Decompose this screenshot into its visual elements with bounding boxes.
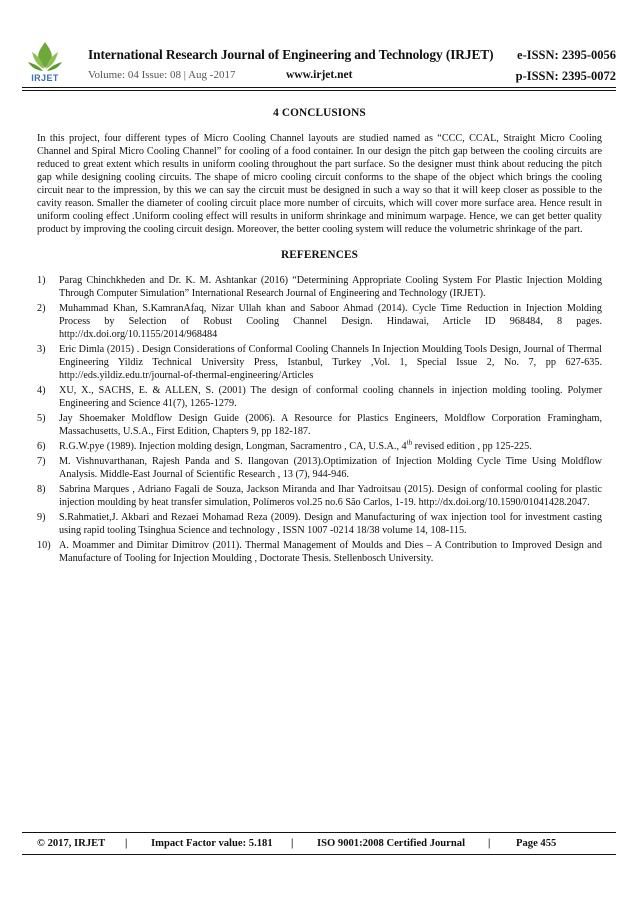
reference-item [37,274,602,300]
references-heading: REFERENCES [281,249,358,261]
reference-text: R.G.W.pye (1989). Injection molding design, Longman, Sacramentro , CA, U.S.A., 4 [59,441,407,452]
reference-text: Muhammad Khan, S.KamranAfaq, Nizar Ullah khan and Saboor Ahmad (2014). Cycle Time Reduction in Injection Molding Process by Selection of Robust Cooling Channel Design. Hindawai, Article ID 968484, 8 pages. http://dx.doi.org/10.1155/2014/968484 [59,303,602,340]
reference-number: 4) [37,385,46,396]
reference-text: Jay Shoemaker Moldflow Design Guide (2006). A Resource for Plastics Engineers, Moldflow Corporation Framingham, Massachusetts, U.S.A., First Edition, Chapters 9, pp 182-187. [59,413,602,437]
footer-separator: | [488,838,491,849]
references-list [37,274,602,565]
reference-text: Sabrina Marques , Adriano Fagali de Souza, Jackson Miranda and Ihar Yadroitsau (2015). Design of conformal cooling for plastic injection moulding by heat transfer simulation, Polímeros vol.25 no.6 São Carlos, 1-19. http://dx.doi.org/10.1590/01041428.2047. [59,484,602,508]
footer-separator: | [291,838,294,849]
e-issn: e-ISSN: 2395-0056 [517,48,616,62]
footer-rule-top [22,832,616,833]
reference-number: 1) [37,275,46,286]
reference-text: A. Moammer and Dimitar Dimitrov (2011). Thermal Management of Moulds and Dies – A Contribution to Improved Design and Manufacture of Tooling for Injection Moulding , Doctorate Thesis. Stellenbosch University. [59,540,602,564]
reference-text: S.Rahmatiet,J. Akbari and Rezaei Mohamad Reza (2009). Design and Manufacturing of wax injection tool for investment casting using rapid tooling Tsinghua Science and technology , ISSN 1007 -0214 18/38 volume 14, 108-115. [59,512,602,536]
p-issn: p-ISSN: 2395-0072 [515,69,616,83]
volume-info: Volume: 04 Issue: 08 | Aug -2017 [88,69,236,81]
reference-item [37,440,602,453]
reference-number: 10) [37,540,51,551]
reference-text: Parag Chinchkheden and Dr. K. M. Ashtankar (2016) “Determining Appropriate Cooling System For Plastic Injection Molding Through Computer Simulation” International Research Journal of Engineering and Technology (IRJET). [59,275,602,299]
header-rule-thin [22,90,616,91]
reference-text: Eric Dimla (2015) . Design Considerations of Conformal Cooling Channels In Injection Moulding Tools Design, Journal of Thermal Engineering Yildiz Technical University Press, Istanbul, Turkey ,Vol. 1, Special Issue 2, No. 7, pp 627-635. http://eds.yildiz.edu.tr/journal-of-thermal-engineering/Articles [59,344,602,381]
footer-page-number: Page 455 [516,838,557,849]
reference-number: 2) [37,303,46,314]
reference-item [37,412,602,438]
reference-number: 7) [37,456,46,467]
header-rule [22,87,616,88]
reference-item [37,302,602,341]
reference-item [37,483,602,509]
conclusions-heading: 4 CONCLUSIONS [273,107,366,119]
reference-number: 9) [37,512,46,523]
page-content [37,99,602,567]
footer-separator: | [125,838,128,849]
page-header [0,0,638,90]
conclusions-paragraph: In this project, four different types of Micro Cooling Channel layouts are studied named as “CCC, CCAL, Straight Micro Cooling Channel and Spiral Micro Cooling Channel” for cooling of a food container. In our design the pitch gap between the cooling circuits are reduced to great extent which results in uniform cooling throughout the part surface. So the designer must think about reducing the pitch gap while designing cooling circuits. The shape of micro cooling circuit conforms to the shape of the object which brings the cooling circuit near to the impression, by this we can say the circuit must be designed in such a way so that it will keep closer as possible to the cavity reason. Smaller the diameter of cooling circuit place more number of circuits, which will cover more surface area. Hence result in uniform cooling effect .Uniform cooling effect will results in uniform shrinkage and minimum warpage. Hence, we can get better quality product by improving the cooling circuit design. Moreover, the better cooling system will reduce the volumetric shrinkage of the part. [37,133,602,235]
footer-copyright: © 2017, IRJET [37,838,106,849]
reference-number: 5) [37,413,46,424]
footer-rule-bottom [22,854,616,855]
reference-item [37,343,602,382]
reference-text: XU, X., SACHS, E. & ALLEN, S. (2001) The design of conformal cooling channels in injection molding tooling. Polymer Engineering and Science 41(7), 1265-1279. [59,385,602,409]
reference-text: M. Vishnuvarthanan, Rajesh Panda and S. Ilangovan (2013).Optimization of Injection Molding Cycle Time Using Moldflow Analysis. Middle-East Journal of Scientific Research , 13 (7), 944-946. [59,456,602,480]
logo-text: IRJET [31,73,59,83]
reference-text-end: revised edition , pp 125-225. [412,441,532,452]
reference-item [37,511,602,537]
footer-iso: ISO 9001:2008 Certified Journal [317,838,466,849]
reference-item [37,455,602,481]
reference-item [37,384,602,410]
website-link[interactable]: www.irjet.net [286,69,353,81]
superscript-th: th [406,438,413,447]
reference-number: 6) [37,441,46,452]
reference-item [37,539,602,565]
journal-title: International Research Journal of Engineering and Technology (IRJET) [88,47,494,62]
irjet-logo [22,38,68,88]
reference-number: 8) [37,484,46,495]
footer-impact-factor: Impact Factor value: 5.181 [151,838,273,849]
reference-number: 3) [37,344,46,355]
